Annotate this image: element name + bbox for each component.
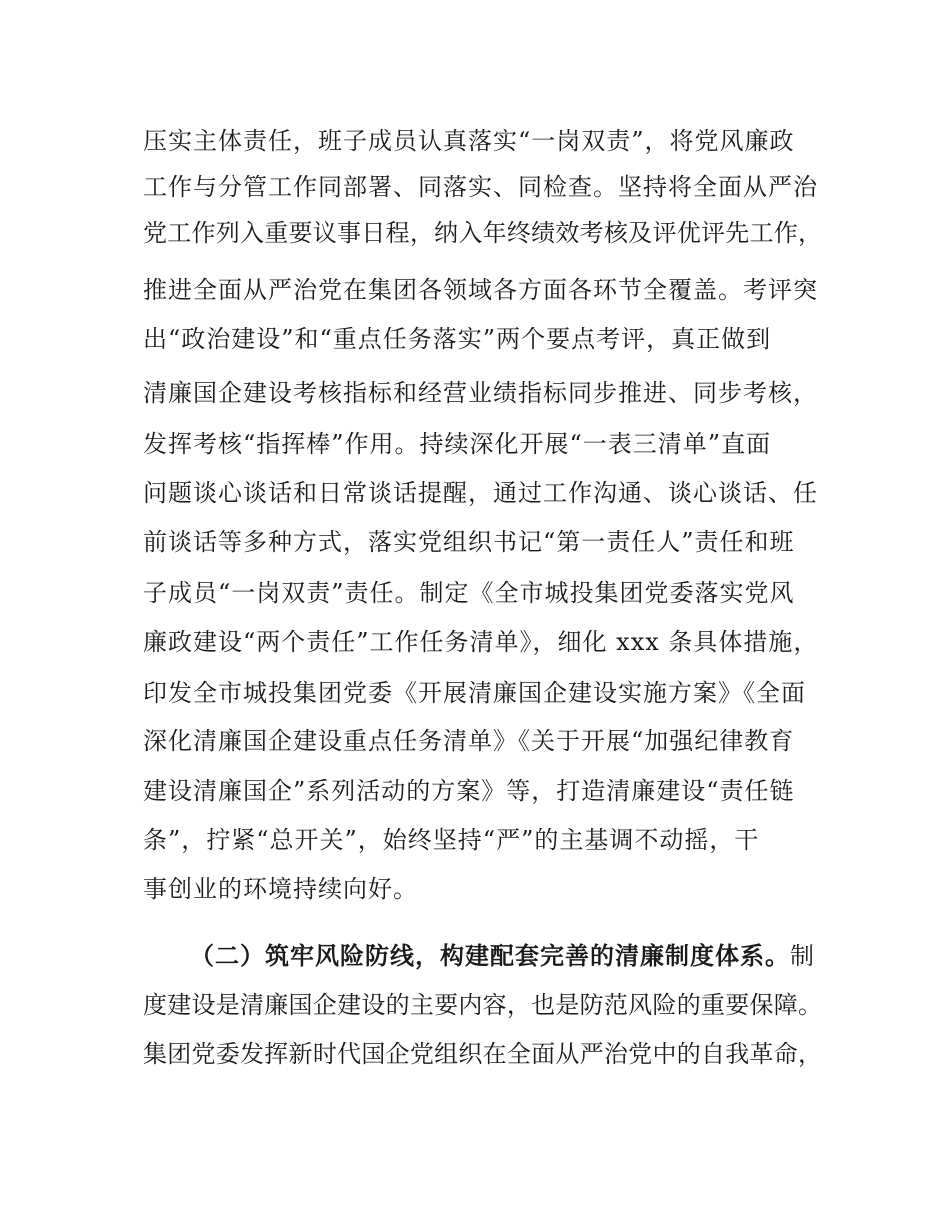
body-text-line: 深化清廉国企建设重点任务清单》《关于开展“加强纪律教育 [143,727,795,755]
body-text-line: 廉政建设“两个责任”工作任务清单》，细化 xxx 条具体措施， [143,628,819,656]
body-text-line: 清廉国企建设考核指标和经营业绩指标同步推进、同步考核， [143,379,818,407]
body-text-line: 条”，拧紧“总开关”，始终坚持“严”的主基调不动摇，干 [143,826,760,854]
body-text-line: 工作与分管工作同部署、同落实、同检查。坚持将全面从严治 [143,173,818,201]
body-text-line: 度建设是清廉国企建设的主要内容，也是防范风险的重要保障。 [143,991,823,1019]
body-text-line: 建设清廉国企”系列活动的方案》等，打造清廉建设“责任链 [143,777,795,805]
body-text-line: 问题谈心谈话和日常谈话提醒，通过工作沟通、谈心谈话、任 [143,479,818,507]
section-heading-tail: 制 [790,942,815,970]
body-text-line: 出“政治建设”和“重点任务落实”两个要点考评，真正做到 [143,325,772,353]
body-text-line: 印发全市城投集团党委《开展清廉国企建设实施方案》《全面 [143,679,806,707]
body-text-line: 压实主体责任，班子成员认真落实“一岗双责”，将党风廉政 [143,127,795,155]
body-text-line: 推进全面从严治党在集团各领域各方面各环节全覆盖。考评突 [143,276,818,304]
section-heading-line [190,936,823,976]
section-heading: （二）筑牢风险防线，构建配套完善的清廉制度体系。 [190,942,790,970]
body-text-line: 发挥考核“指挥棒”作用。持续深化开展“一表三清单”直面 [143,430,772,458]
body-text-line: 党工作列入重要议事日程，纳入年终绩效考核及评优评先工作， [143,219,823,247]
body-text-line: 前谈话等多种方式，落实党组织书记“第一责任人”责任和班 [143,528,795,556]
body-text-line: 子成员“一岗双责”责任。制定《全市城投集团党委落实党风 [143,579,795,607]
body-text-line: 集团党委发挥新时代国企党组织在全面从严治党中的自我革命， [143,1040,823,1068]
body-text-line: 事创业的环境持续向好。 [143,875,418,903]
